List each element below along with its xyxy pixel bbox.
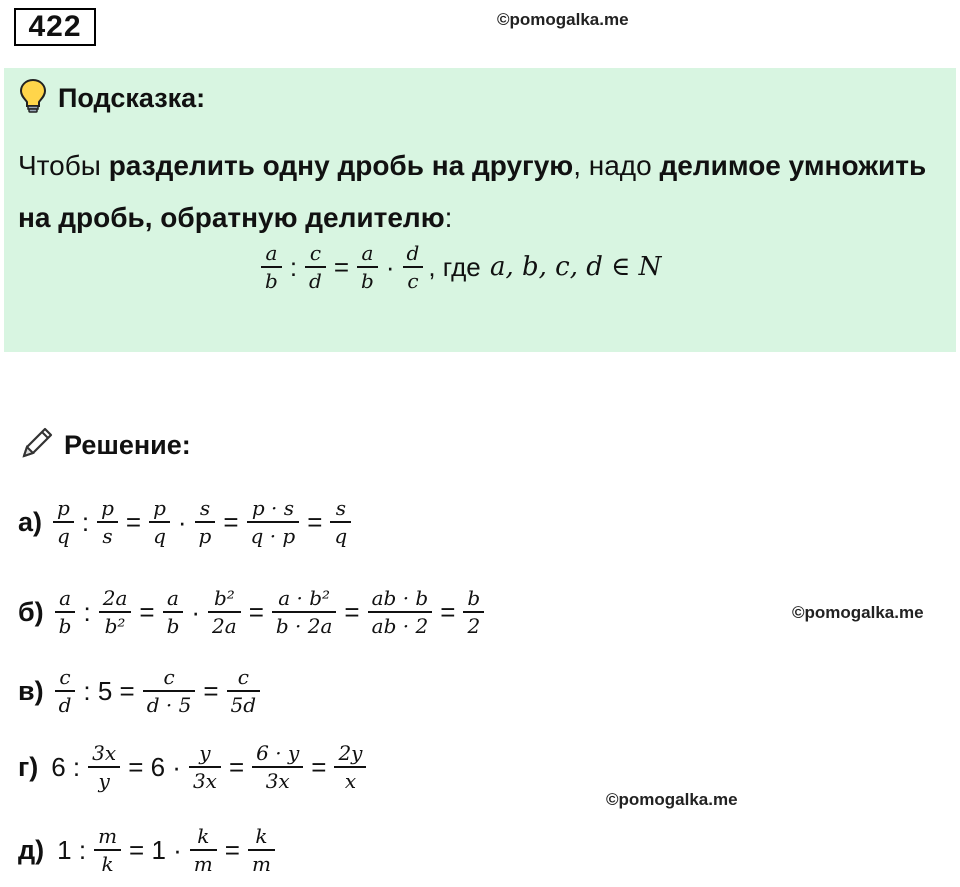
fraction — [94, 823, 121, 877]
denominator: k — [101, 852, 114, 876]
fraction — [88, 740, 120, 794]
row-label: г) — [18, 751, 39, 782]
fraction — [143, 664, 196, 718]
denominator: p — [198, 524, 212, 548]
denominator: m — [251, 852, 271, 876]
numerator: a — [59, 586, 72, 610]
operator: = — [228, 751, 245, 782]
row-label: б) — [18, 596, 44, 627]
numerator: a — [167, 586, 179, 610]
denominator: ab · 2 — [371, 614, 429, 638]
numerator: c — [59, 665, 71, 689]
hint-text-part: , надо — [573, 150, 660, 181]
operator: : — [81, 506, 90, 537]
numerator: c — [237, 665, 249, 689]
formula-frac: $\frac{a}{b}$ — [357, 240, 378, 294]
watermark-low: ©pomogalka.me — [606, 790, 738, 809]
fraction — [252, 740, 303, 794]
operator: = — [248, 596, 264, 627]
operator: 1 : — [57, 834, 87, 865]
denominator: 3x — [192, 769, 217, 793]
hint-text-part: : — [444, 202, 453, 233]
denominator: q — [153, 524, 166, 548]
denominator: b — [58, 614, 72, 638]
operator: : — [83, 596, 91, 627]
fraction — [227, 664, 261, 718]
fraction — [190, 823, 217, 877]
operator: · — [191, 596, 201, 627]
denominator: 2 — [467, 614, 481, 638]
numerator: p — [57, 496, 70, 520]
denominator: d — [58, 693, 72, 717]
numerator: k — [255, 824, 268, 848]
numerator: b² — [213, 586, 235, 610]
fraction — [53, 495, 74, 549]
pencil-icon — [18, 424, 56, 467]
fraction — [55, 664, 76, 718]
formula-frac: $\frac{c}{d}$ — [305, 240, 326, 294]
numerator: s — [335, 496, 346, 520]
numerator: s — [199, 496, 211, 520]
operator: : 5 = — [83, 675, 135, 706]
fraction — [195, 495, 216, 549]
lightbulb-icon — [18, 78, 48, 119]
denominator: q — [334, 524, 348, 548]
denominator: 3x — [265, 769, 290, 793]
numerator: b — [467, 586, 481, 610]
formula-tail: , где — [428, 251, 488, 282]
denominator: x — [344, 769, 357, 793]
watermark-mid: ©pomogalka.me — [792, 603, 924, 622]
operator: · — [177, 506, 187, 537]
operator: = 1 · — [129, 834, 182, 865]
denominator: y — [98, 769, 110, 793]
formula-vars: a, b, c, d ∈ N — [489, 252, 662, 282]
operator: = — [440, 596, 456, 627]
fraction — [189, 740, 221, 794]
fraction — [99, 585, 132, 639]
formula-frac: $\frac{d}{c}$ — [403, 240, 424, 294]
solution-row — [18, 664, 263, 718]
operator: = — [311, 751, 327, 782]
solution-row — [18, 585, 487, 639]
operator: = — [344, 596, 360, 627]
numerator: a · b² — [278, 586, 331, 610]
hint-formula: $\frac{a}{b}$ : $\frac{c}{d}$ = $\frac{a}{b}$ · $\frac{d}{c}$ , где a, b, c, d ∈ N — [258, 240, 661, 294]
hint-text-part: разделить одну дробь на другую — [108, 150, 574, 181]
numerator: y — [199, 741, 211, 765]
numerator: p · s — [251, 496, 294, 520]
operator: = 6 · — [128, 751, 181, 782]
fraction — [272, 585, 337, 639]
denominator: b — [166, 614, 180, 638]
numerator: c — [163, 665, 175, 689]
hint-text — [18, 140, 938, 244]
fraction — [149, 495, 170, 549]
denominator: 5d — [230, 693, 257, 717]
formula-frac: $\frac{a}{b}$ — [261, 240, 282, 294]
numerator: ab · b — [371, 586, 429, 610]
row-label: а) — [18, 506, 43, 537]
fraction — [368, 585, 433, 639]
denominator: q · p — [250, 524, 296, 548]
hint-title: Подсказка: — [58, 83, 206, 113]
operator: = — [203, 675, 219, 706]
fraction — [463, 585, 484, 639]
fraction — [248, 823, 275, 877]
fraction — [247, 495, 300, 549]
numerator: m — [98, 824, 118, 848]
numerator: 6 · y — [256, 741, 300, 765]
problem-number: 422 — [14, 8, 96, 46]
numerator: 3x — [92, 741, 117, 765]
fraction — [208, 585, 241, 639]
solution-row — [18, 495, 354, 549]
solution-row — [18, 823, 278, 877]
denominator: b · 2a — [275, 614, 333, 638]
denominator: s — [102, 524, 113, 548]
operator: = — [224, 834, 240, 865]
operator: = — [139, 596, 155, 627]
operator: = — [307, 506, 323, 537]
operator: 6 : — [51, 751, 81, 782]
fraction — [330, 495, 351, 549]
fraction — [55, 585, 76, 639]
row-label: в) — [18, 675, 44, 706]
hint-text-part: делимое умножить на дробь, обратную делителю — [18, 150, 927, 233]
numerator: k — [197, 824, 210, 848]
denominator: m — [193, 852, 213, 876]
solution-header — [18, 424, 191, 467]
hint-text-part: Чтобы — [18, 150, 109, 181]
fraction — [97, 495, 118, 549]
denominator: 2a — [212, 614, 237, 638]
operator: = — [223, 506, 239, 537]
numerator: 2a — [102, 586, 128, 610]
fraction — [334, 740, 366, 794]
numerator: p — [153, 496, 166, 520]
denominator: b² — [104, 614, 126, 638]
watermark-top: ©pomogalka.me — [497, 10, 629, 29]
row-label: д) — [18, 834, 45, 865]
solution-row — [18, 740, 369, 794]
solution-title: Решение: — [64, 430, 191, 460]
denominator: d · 5 — [146, 693, 192, 717]
numerator: 2y — [338, 741, 363, 765]
fraction — [163, 585, 184, 639]
hint-header — [18, 78, 205, 119]
numerator: p — [101, 496, 114, 520]
denominator: q — [57, 524, 70, 548]
operator: = — [125, 506, 142, 537]
